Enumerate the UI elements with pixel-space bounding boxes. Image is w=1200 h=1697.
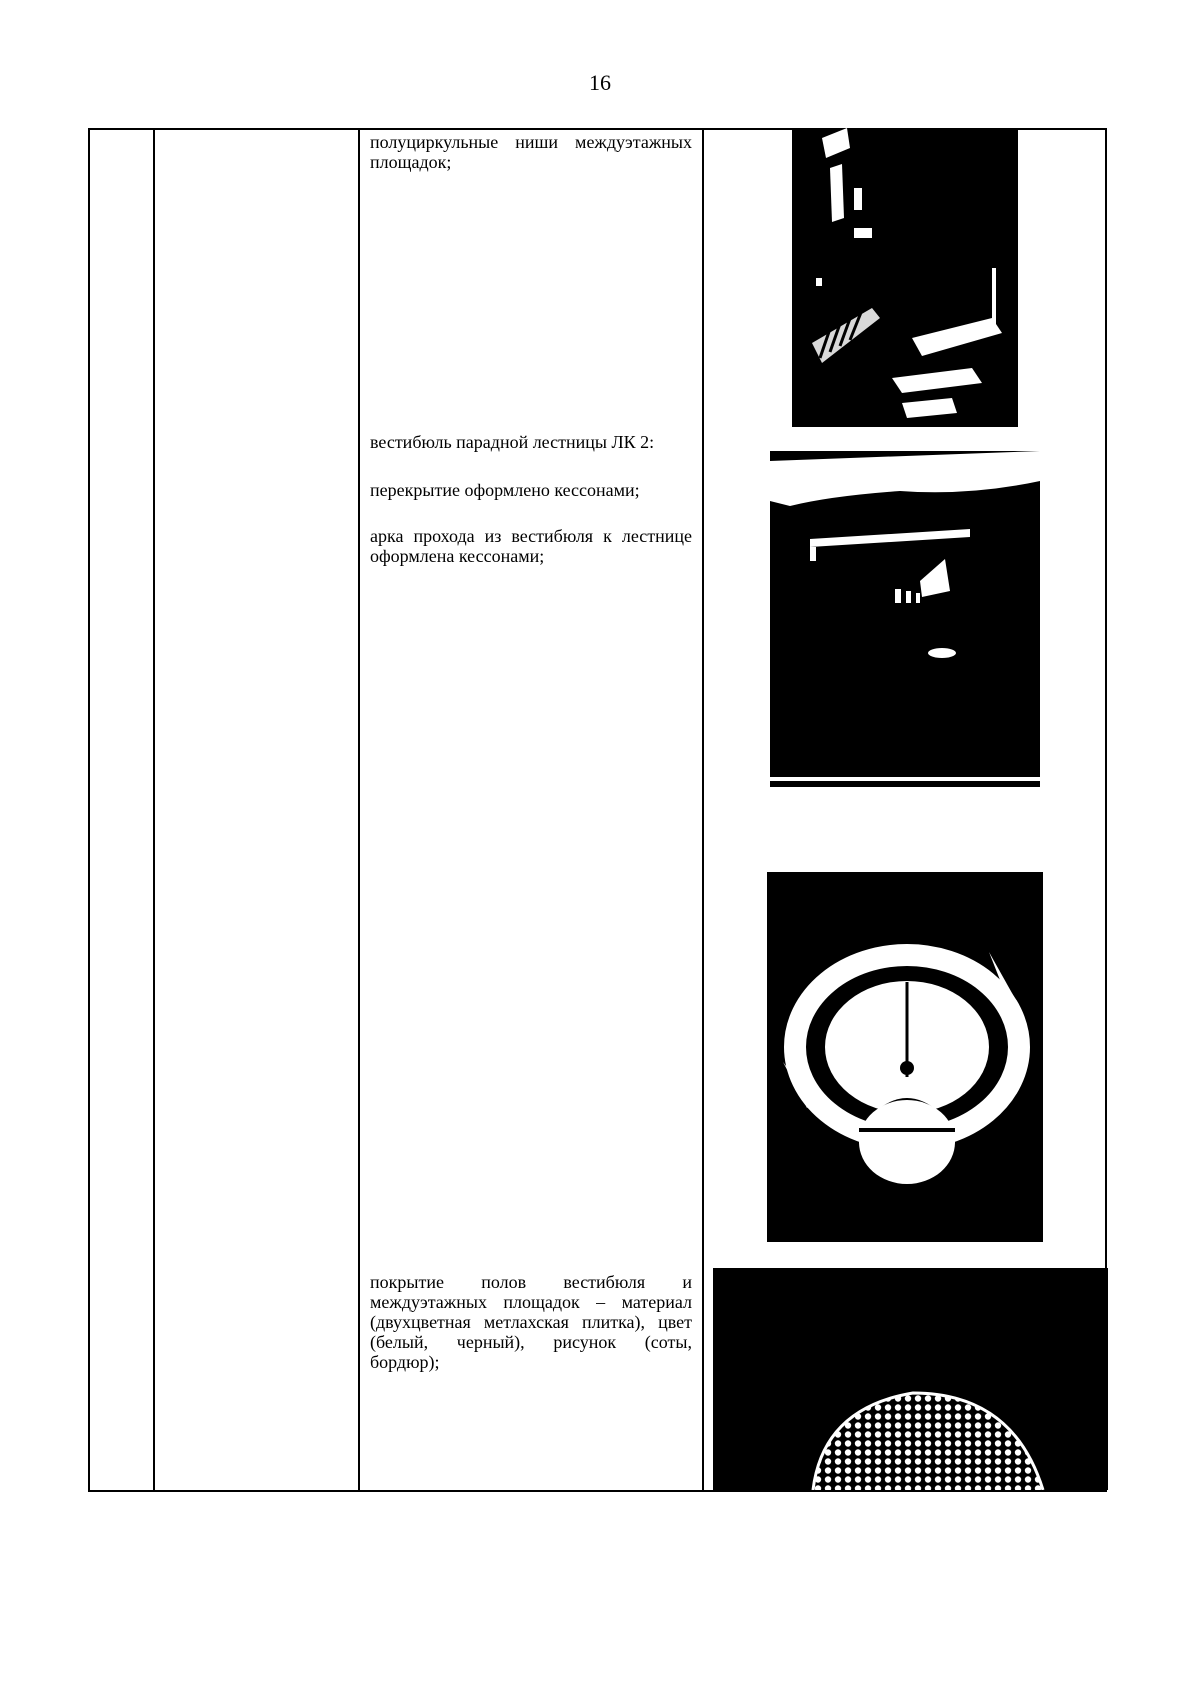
page-number: 16	[589, 70, 611, 95]
text-niches: полуциркульные ниши междуэтажных площадок;	[370, 132, 692, 172]
text-vestibule-heading: вестибюль парадной лестницы ЛК 2:	[370, 432, 655, 452]
column-divider-3	[702, 128, 704, 1492]
column-divider-1	[153, 128, 155, 1492]
photo-staircase-niche	[792, 128, 1018, 427]
photo-coffered-ceiling	[770, 451, 1040, 787]
photo-tiled-floor	[713, 1268, 1108, 1490]
text-floor: покрытие полов вестибюля и междуэтажных площадок – материал (двухцветная метлахская плитка), цвет (белый, черный), рисунок (соты, бордюр);	[370, 1272, 692, 1372]
column-divider-2	[358, 128, 360, 1492]
photo-ceiling-lamp	[767, 872, 1043, 1242]
text-arch: арка прохода из вестибюля к лестнице оформлена кессонами;	[370, 526, 692, 566]
text-ceiling: перекрытие оформлено кессонами;	[370, 480, 640, 500]
